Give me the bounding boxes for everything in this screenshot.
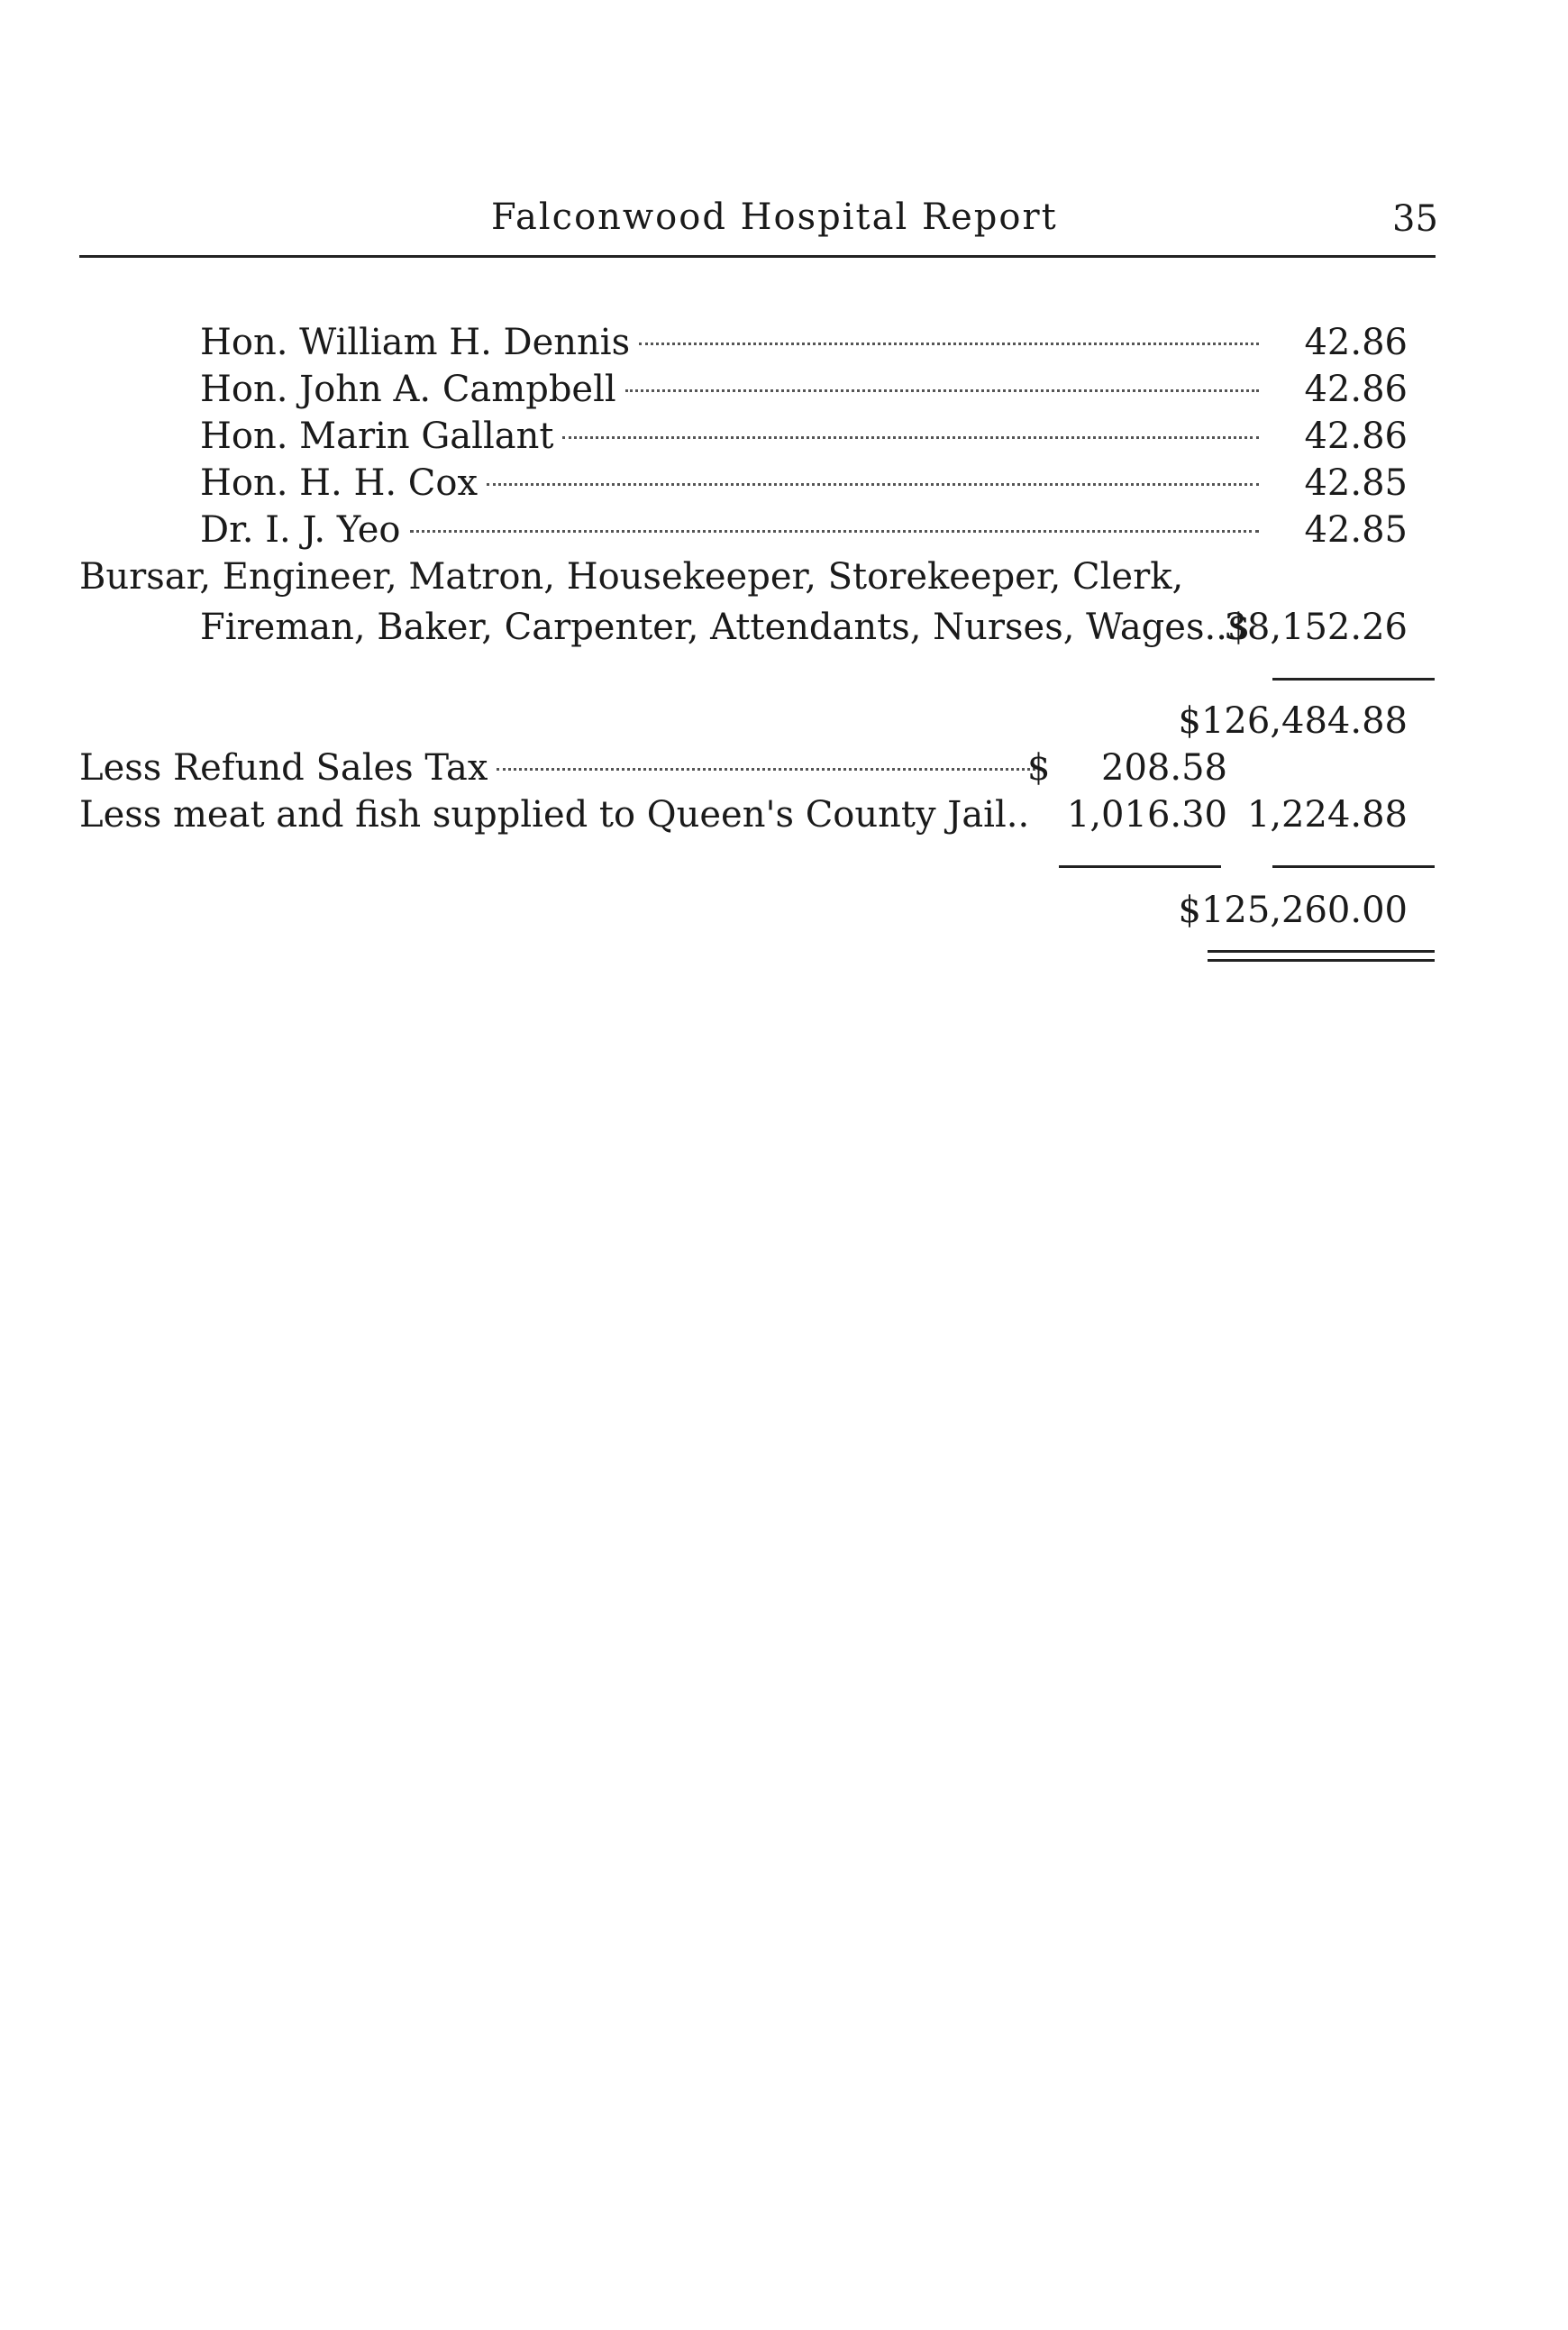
salary-row xyxy=(200,415,1268,458)
page-number: 35 xyxy=(1392,198,1438,240)
salary-row xyxy=(200,508,1268,552)
staff-wages-line-1: Bursar, Engineer, Matron, Housekeeper, Storekeeper, Clerk, xyxy=(79,556,1184,598)
salary-amount: 42.85 xyxy=(1304,509,1408,551)
deduction-rule xyxy=(1059,865,1221,868)
salary-name: Hon. John A. Campbell xyxy=(200,369,616,410)
leader-dots xyxy=(487,483,1259,486)
salary-amount: 42.86 xyxy=(1304,416,1408,457)
salary-name: Hon. H. H. Cox xyxy=(200,462,479,504)
deduction-amount: 208.58 xyxy=(1101,747,1227,789)
grand-total-amount: $125,260.00 xyxy=(1178,890,1408,931)
leader-dots xyxy=(497,768,1042,771)
subtotal-amount: $126,484.88 xyxy=(1178,700,1408,742)
staff-wages-line-2: Fireman, Baker, Carpenter, Attendants, Nurses, Wages..$ xyxy=(200,607,1251,648)
salary-name: Dr. I. J. Yeo xyxy=(200,509,401,551)
deduction-total: 1,224.88 xyxy=(1246,794,1408,836)
grand-total-double-rule-bottom xyxy=(1208,959,1435,962)
salary-amount: 42.86 xyxy=(1304,322,1408,363)
deduction-label: Less Refund Sales Tax xyxy=(79,747,488,789)
salary-name: Hon. William H. Dennis xyxy=(200,322,631,363)
deduction-label: Less meat and fish supplied to Queen's County Jail.. xyxy=(79,794,1030,836)
salary-amount: 42.85 xyxy=(1304,462,1408,504)
subtotal-rule xyxy=(1272,678,1435,681)
running-header-title: Falconwood Hospital Report xyxy=(491,196,1058,238)
dollar-sign: $ xyxy=(1027,747,1051,789)
leader-dots xyxy=(625,389,1259,392)
salary-row xyxy=(200,321,1268,364)
deduction-row xyxy=(79,746,1051,790)
salary-name: Hon. Marin Gallant xyxy=(200,416,554,457)
leader-dots xyxy=(562,436,1259,439)
leader-dots xyxy=(410,530,1260,533)
leader-dots xyxy=(639,343,1259,345)
salary-amount: 42.86 xyxy=(1304,369,1408,410)
grand-total-double-rule-top xyxy=(1208,950,1435,953)
deduction-total-rule xyxy=(1272,865,1435,868)
staff-wages-amount: 38,152.26 xyxy=(1224,607,1408,648)
salary-row xyxy=(200,368,1268,411)
salary-row xyxy=(200,461,1268,505)
deduction-amount: 1,016.30 xyxy=(1066,794,1227,836)
header-rule xyxy=(79,255,1436,258)
